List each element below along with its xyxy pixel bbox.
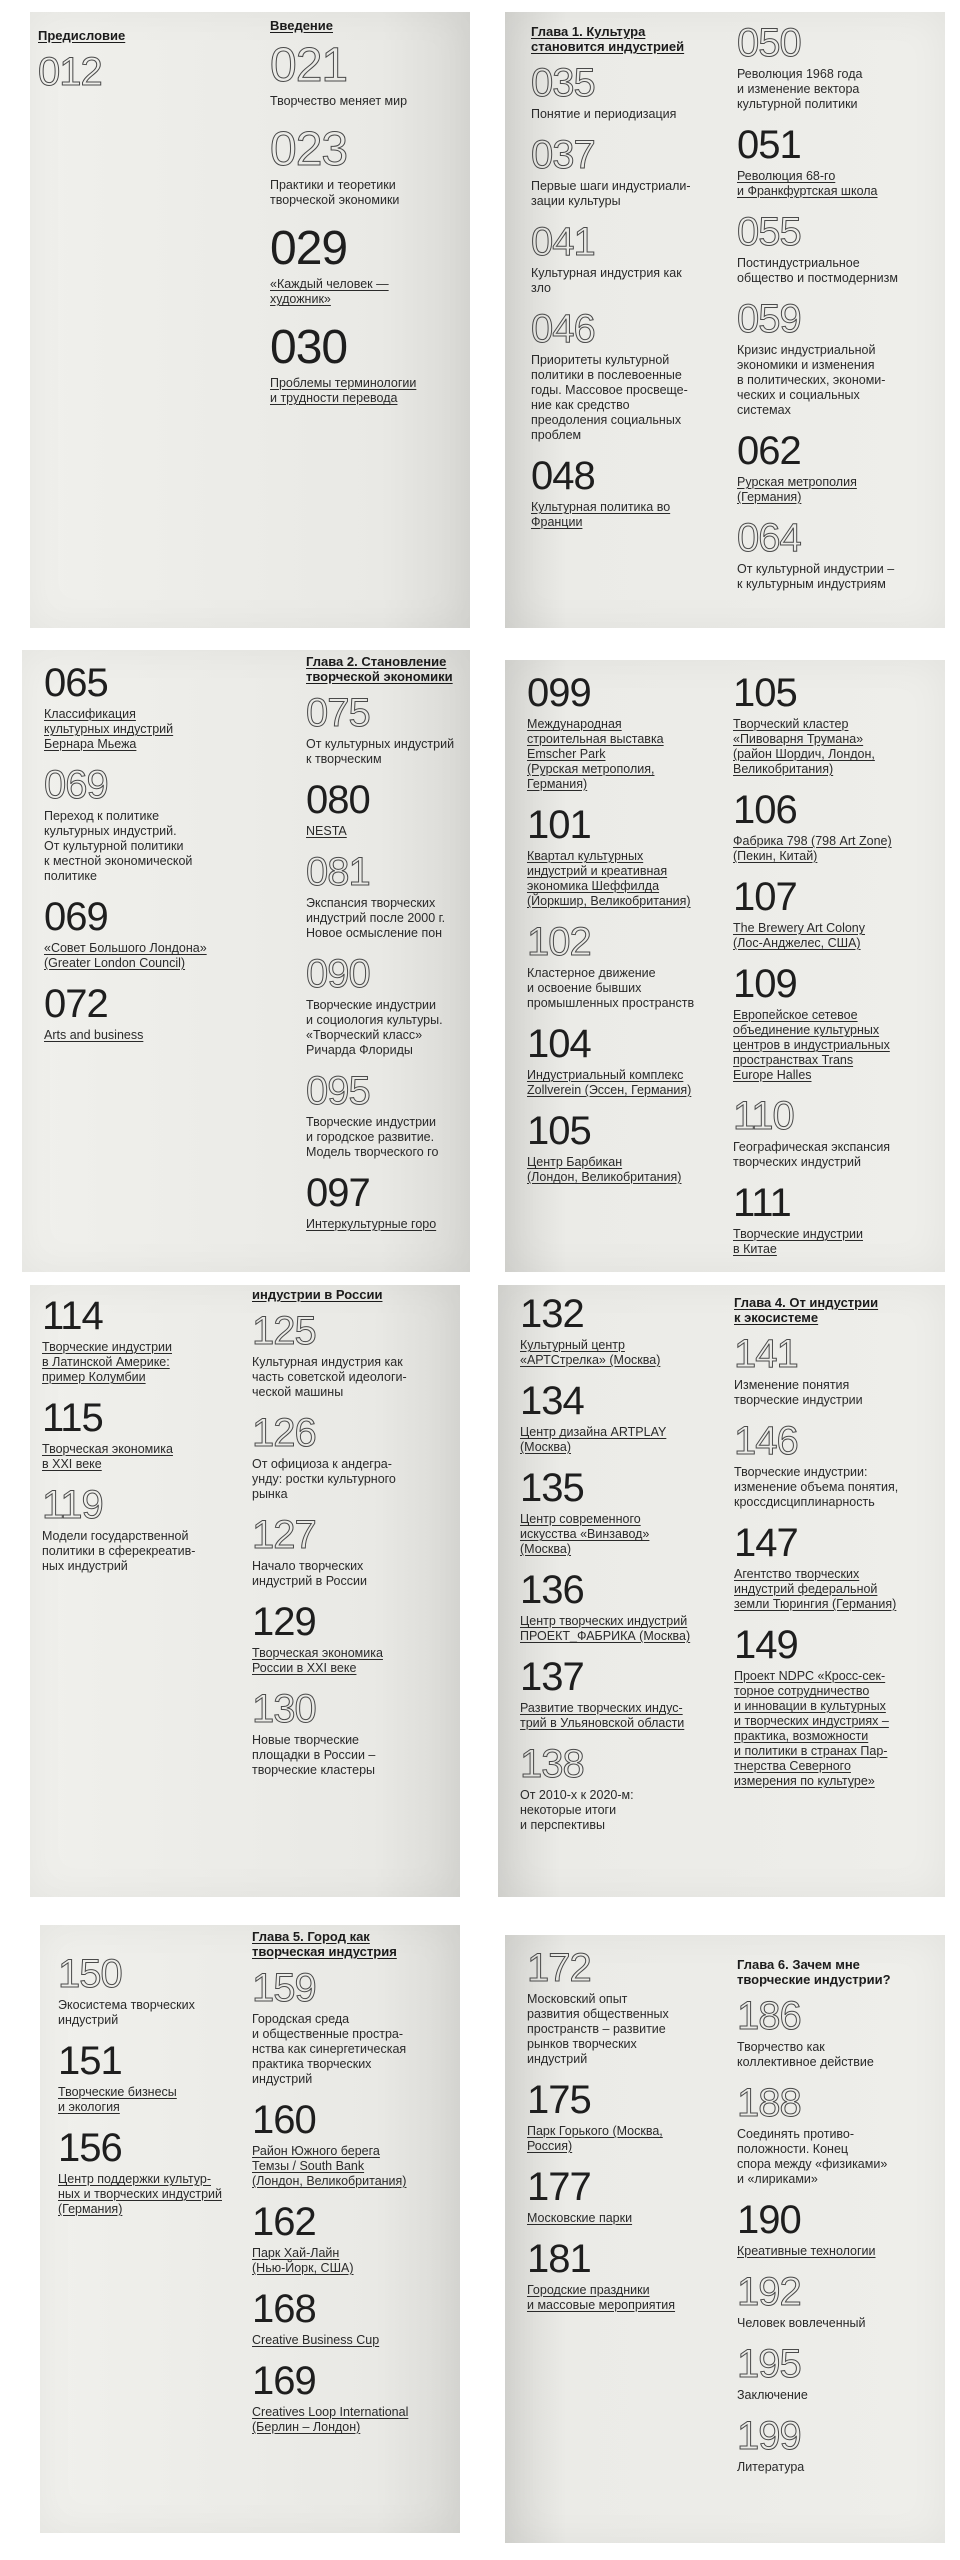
page-number: 126 <box>252 1411 316 1455</box>
entry-title: «Каждый человек — художник» <box>270 277 389 306</box>
toc-entry[interactable] <box>527 921 727 1011</box>
page-number: 172 <box>527 1946 591 1990</box>
page-number: 141 <box>734 1332 798 1376</box>
toc-entry[interactable] <box>527 1110 727 1185</box>
entry-title: Европейское сетевое объединение культурных центров в индустриальных пространствах Trans Europe Halles <box>733 1008 890 1082</box>
entry-title: Парк Горького (Москва, Россия) <box>527 2124 663 2153</box>
page-number: 186 <box>737 1994 801 2038</box>
entry-title: Творческий кластер «Пивоварня Трумана» (район Шордич, Лондон, Великобритания) <box>733 717 875 776</box>
toc-column <box>737 22 942 604</box>
toc-column <box>734 1295 944 1801</box>
chapter-heading: Введение <box>270 18 333 33</box>
page-number: 169 <box>252 2359 316 2403</box>
page-number: 107 <box>733 875 797 919</box>
page-number: 075 <box>306 691 370 735</box>
toc-entry[interactable] <box>44 764 254 884</box>
toc-entry[interactable] <box>520 1569 730 1644</box>
page-number: 168 <box>252 2287 316 2331</box>
page-number: 125 <box>252 1309 316 1353</box>
toc-entry[interactable] <box>527 2079 727 2154</box>
toc-entry[interactable] <box>270 323 470 406</box>
entry-title: Заключение <box>737 2388 808 2402</box>
entry-title: NESTA <box>306 824 347 838</box>
toc-entry[interactable] <box>737 124 942 199</box>
toc-entry[interactable] <box>737 2082 942 2187</box>
page-number: 065 <box>44 661 108 705</box>
page-number: 099 <box>527 671 591 715</box>
toc-column <box>42 1295 242 1586</box>
entry-title: Экосистема творческих индустрий <box>58 1998 195 2027</box>
entry-title: Международная строительная выставка Emscher Park (Рурская метрополия, Германия) <box>527 717 664 791</box>
toc-entry[interactable] <box>44 662 254 752</box>
page-number: 081 <box>306 850 370 894</box>
entry-title: Агентство творческих индустрий федеральной земли Тюрингия (Германия) <box>734 1567 897 1611</box>
entry-title: «Совет Большого Лондона» (Greater London Council) <box>44 941 207 970</box>
page-number: 105 <box>527 1109 591 1153</box>
entry-title: Городские праздники и массовые мероприятия <box>527 2283 676 2312</box>
entry-title: Творческие индустрии в Латинской Америке: пример Колумбии <box>42 1340 172 1384</box>
entry-title: Центр современного искусства «Винзавод» (Москва) <box>520 1512 650 1556</box>
entry-title: Экспансия творческих индустрий после 2000 г. Новое осмысление пон <box>306 896 446 940</box>
toc-column <box>270 18 470 418</box>
toc-entry[interactable] <box>42 1397 242 1472</box>
entry-title: Приоритеты культурной политики в послевоенные годы. Массовое просвеще- ние как средство преодоления социальных проблем <box>531 353 688 442</box>
page-number: 041 <box>531 220 595 264</box>
page-number: 177 <box>527 2165 591 2209</box>
toc-entry[interactable] <box>531 221 731 296</box>
page-number: 062 <box>737 429 801 473</box>
toc-entry[interactable] <box>520 1467 730 1557</box>
toc-entry[interactable] <box>734 1420 944 1510</box>
page-number: 069 <box>44 895 108 939</box>
page-panel-2 <box>505 12 945 628</box>
page-number: 105 <box>733 671 797 715</box>
page-number: 106 <box>733 788 797 832</box>
toc-entry[interactable] <box>527 2166 727 2226</box>
toc-entry[interactable] <box>733 963 943 1083</box>
chapter-heading: Глава 2. Становление творческой экономики <box>306 654 453 684</box>
page-panel-1 <box>30 12 470 628</box>
entry-title: Новые творческие площадки в России – творческие кластеры <box>252 1733 376 1777</box>
toc-entry[interactable] <box>306 779 470 839</box>
toc-entry[interactable] <box>737 1995 942 2070</box>
page-number: 064 <box>737 516 801 560</box>
toc-entry[interactable] <box>531 62 731 122</box>
toc-column <box>531 24 731 542</box>
page-number: 051 <box>737 123 801 167</box>
page-number: 192 <box>737 2270 801 2314</box>
page-number: 050 <box>737 21 801 65</box>
toc-entry[interactable] <box>734 1333 944 1408</box>
toc-entry[interactable] <box>531 134 731 209</box>
toc-entry[interactable] <box>306 692 470 767</box>
page-number: 055 <box>737 210 801 254</box>
entry-title: Интеркультурные горо <box>306 1217 437 1231</box>
entry-title: Индустриальный комплекс Zollverein (Эссен, Германия) <box>527 1068 692 1097</box>
page-number: 029 <box>270 222 348 275</box>
page-number: 162 <box>252 2200 316 2244</box>
entry-title: Культурная политика во Франции <box>531 500 671 529</box>
toc-entry[interactable] <box>42 1484 242 1574</box>
toc-entry[interactable] <box>252 1514 457 1589</box>
entry-title: Человек вовлеченный <box>737 2316 866 2330</box>
page-panel-5 <box>30 1285 460 1897</box>
toc-column <box>733 672 943 1269</box>
toc-entry[interactable] <box>58 1953 258 2028</box>
toc-entry[interactable] <box>252 1310 457 1400</box>
toc-column <box>520 1293 730 1845</box>
page-number: 134 <box>520 1379 584 1423</box>
chapter-heading: Глава 4. От индустрии к экосистеме <box>734 1295 879 1325</box>
entry-title: От 2010-х к 2020-м: некоторые итоги и перспективы <box>520 1788 634 1832</box>
page-number: 090 <box>306 952 370 996</box>
toc-entry[interactable] <box>520 1743 730 1833</box>
page-number: 135 <box>520 1466 584 1510</box>
chapter-heading: Глава 1. Культура становится индустрией <box>531 24 685 54</box>
toc-entry[interactable] <box>252 1412 457 1502</box>
page-number: 102 <box>527 920 591 964</box>
toc-entry[interactable] <box>252 1967 458 2087</box>
toc-entry[interactable] <box>737 298 942 418</box>
entry-title: Центр Барбикан (Лондон, Великобритания) <box>527 1155 682 1184</box>
page-number: 138 <box>520 1742 584 1786</box>
page-number: 048 <box>531 454 595 498</box>
page-number: 037 <box>531 133 595 177</box>
toc-column <box>527 1947 727 2325</box>
entry-title: Район Южного берега Темзы / South Bank (Лондон, Великобритания) <box>252 2144 407 2188</box>
entry-title: Кризис индустриальной экономики и изменения в политических, экономи- ческих и социальных системах <box>737 343 886 417</box>
toc-entry[interactable] <box>42 1295 242 1385</box>
entry-title: Творческие индустрии и городское развитие. Модель творческого го <box>306 1115 439 1159</box>
page-number: 109 <box>733 962 797 1006</box>
toc-entry[interactable] <box>252 1688 457 1778</box>
page-number: 030 <box>270 321 348 374</box>
entry-title: Развитие творческих индус- трий в Ульяновской области <box>520 1701 685 1730</box>
toc-entry[interactable] <box>520 1380 730 1455</box>
entry-title: Квартал культурных индустрий и креативная экономика Шеффилда (Йоркшир, Великобритания) <box>527 849 691 908</box>
toc-entry[interactable] <box>270 41 470 109</box>
entry-title: Центр творческих индустрий ПРОЕКТ_ФАБРИКА (Москва) <box>520 1614 691 1643</box>
page-number: 195 <box>737 2342 801 2386</box>
entry-title: Московский опыт развития общественных пространств – развитие рынков творческих индустрий <box>527 1992 669 2066</box>
page-panel-6 <box>498 1285 945 1897</box>
toc-entry[interactable] <box>531 455 731 530</box>
page-panel-4 <box>505 660 945 1272</box>
toc-column <box>737 1957 942 2487</box>
entry-title: Кластерное движение и освоение бывших промышленных пространств <box>527 966 695 1010</box>
toc-entry[interactable] <box>734 1522 944 1612</box>
page-number: 023 <box>270 123 348 176</box>
entry-title: Постиндустриальное общество и постмодернизм <box>737 256 898 285</box>
entry-title: Creative Business Cup <box>252 2333 380 2347</box>
toc-entry[interactable] <box>527 804 727 909</box>
page-number: 188 <box>737 2081 801 2125</box>
entry-title: Творческие индустрии и социология культуры. «Творческий класс» Ричарда Флориды <box>306 998 443 1057</box>
entry-title: Культурная индустрия как часть советской идеологи- ческой машины <box>252 1355 407 1399</box>
toc-entry[interactable] <box>306 953 470 1058</box>
toc-entry[interactable] <box>733 1182 943 1257</box>
page-number: 151 <box>58 2039 122 2083</box>
page-number: 111 <box>733 1181 791 1225</box>
entry-title: Культурный центр «АРТСтрелка» (Москва) <box>520 1338 661 1367</box>
page-panel-8 <box>505 1935 945 2543</box>
entry-title: Creatives Loop International (Берлин – Лондон) <box>252 2405 409 2434</box>
toc-column <box>252 1287 457 1790</box>
toc-entry[interactable] <box>733 789 943 864</box>
page-panel-7 <box>40 1925 460 2533</box>
entry-title: Творчество как коллективное действие <box>737 2040 874 2069</box>
chapter-heading: Предисловие <box>38 28 126 43</box>
toc-entry[interactable] <box>733 672 943 777</box>
page-number: 130 <box>252 1687 316 1731</box>
toc-entry[interactable] <box>733 876 943 951</box>
toc-entry[interactable] <box>737 517 942 592</box>
entry-title: Модели государственной политики в сферекреатив- ных индустрий <box>42 1529 196 1573</box>
entry-title: Революция 1968 года и изменение вектора культурной политики <box>737 67 863 111</box>
entry-title: Творческая экономика в XXI веке <box>42 1442 173 1471</box>
entry-title: Творческие индустрии в Китае <box>733 1227 863 1256</box>
page-number: 072 <box>44 982 108 1026</box>
page-number: 150 <box>58 1952 122 1996</box>
entry-title: Проект NDPC «Кросс-сек- торное сотрудничество и инновации в культурных и творческих индустриях – практика, возможности и политики в странах Пар- тнерства Северного измерения по культуре» <box>734 1669 889 1788</box>
toc-entry[interactable] <box>306 1172 470 1232</box>
entry-title: Культурная индустрия как зло <box>531 266 682 295</box>
page-number: 114 <box>42 1294 103 1338</box>
page-number: 137 <box>520 1655 584 1699</box>
toc-entry[interactable] <box>252 1601 457 1676</box>
entry-title: От официоза к андегра- унду: ростки культурного рынка <box>252 1457 396 1501</box>
page-number: 115 <box>42 1396 103 1440</box>
toc-entry[interactable] <box>252 2099 458 2189</box>
toc-entry[interactable] <box>733 1095 943 1170</box>
toc-entry[interactable] <box>270 224 470 307</box>
entry-title: Начало творческих индустрий в России <box>252 1559 367 1588</box>
toc-entry[interactable] <box>306 851 470 941</box>
page-number: 046 <box>531 307 595 351</box>
entry-title: Центр дизайна ARTPLAY (Москва) <box>520 1425 667 1454</box>
toc-column <box>252 1929 458 2447</box>
entry-title: Arts and business <box>44 1028 144 1042</box>
entry-title: От культурных индустрий к творческим <box>306 737 455 766</box>
entry-title: Изменение понятия творческие индустрии <box>734 1378 863 1407</box>
entry-title: Географическая экспансия творческих индустрий <box>733 1140 891 1169</box>
page-number: 095 <box>306 1069 370 1113</box>
chapter-heading: индустрии в России <box>252 1287 383 1302</box>
page-number: 175 <box>527 2078 591 2122</box>
toc-entry[interactable] <box>252 2288 458 2348</box>
entry-title: Рурская метрополия (Германия) <box>737 475 857 504</box>
entry-title: Московские парки <box>527 2211 633 2225</box>
page-number: 080 <box>306 778 370 822</box>
entry-title: Центр поддержки культур- ных и творческих индустрий (Германия) <box>58 2172 222 2216</box>
entry-title: Парк Хай-Лайн (Нью-Йорк, США) <box>252 2246 354 2275</box>
page-number: 146 <box>734 1419 798 1463</box>
entry-title: Революция 68-го и Франкфуртская школа <box>737 169 878 198</box>
toc-entry[interactable] <box>737 2415 942 2475</box>
toc-column <box>306 654 470 1244</box>
chapter-heading: Глава 6. Зачем мне творческие индустрии? <box>737 1957 891 1987</box>
entry-title: Соединять противо- положности. Конец спора между «физиками» и «лириками» <box>737 2127 888 2186</box>
toc-entry[interactable] <box>737 2271 942 2331</box>
toc-entry[interactable] <box>737 2199 942 2259</box>
toc-entry[interactable] <box>252 2360 458 2435</box>
toc-entry[interactable] <box>38 51 238 93</box>
toc-column <box>527 672 727 1197</box>
page-number: 149 <box>734 1623 798 1667</box>
entry-title: Творческие индустрии: изменение объема понятия, кроссдисциплинарность <box>734 1465 899 1509</box>
toc-entry[interactable] <box>737 2343 942 2403</box>
page-number: 069 <box>44 763 108 807</box>
toc-entry[interactable] <box>270 125 470 208</box>
page-number: 104 <box>527 1022 591 1066</box>
toc-entry[interactable] <box>58 2127 258 2217</box>
toc-column <box>44 662 254 1055</box>
toc-entry[interactable] <box>306 1070 470 1160</box>
entry-title: Фабрика 798 (798 Art Zone) (Пекин, Китай) <box>733 834 892 863</box>
entry-title: Городская среда и общественные простра- нства как синергетическая практика творческих индустрий <box>252 2012 407 2086</box>
entry-title: Проблемы терминологии и трудности перевода <box>270 376 417 405</box>
entry-title: Творческие бизнесы и экология <box>58 2085 177 2114</box>
entry-title: Творчество меняет мир <box>270 94 408 108</box>
toc-column <box>58 1953 258 2229</box>
page-number: 110 <box>733 1094 794 1138</box>
page-number: 136 <box>520 1568 584 1612</box>
toc-entry[interactable] <box>527 2238 727 2313</box>
entry-title: Классификация культурных индустрий Бернара Мьежа <box>44 707 174 751</box>
chapter-heading: Глава 5. Город как творческая индустрия <box>252 1929 397 1959</box>
page-number: 012 <box>38 50 102 94</box>
toc-entry[interactable] <box>520 1656 730 1731</box>
page-number: 101 <box>527 803 591 847</box>
entry-title: Понятие и периодизация <box>531 107 677 121</box>
toc-entry[interactable] <box>527 1947 727 2067</box>
entry-title: Литература <box>737 2460 805 2474</box>
page-number: 199 <box>737 2414 801 2458</box>
entry-title: От культурной индустрии – к культурным индустриям <box>737 562 895 591</box>
page-number: 190 <box>737 2198 801 2242</box>
toc-entry[interactable] <box>737 430 942 505</box>
page-panel-3 <box>22 650 470 1272</box>
entry-title: Первые шаги индустриали- зации культуры <box>531 179 691 208</box>
toc-entry[interactable] <box>527 672 727 792</box>
toc-entry[interactable] <box>44 896 254 971</box>
toc-entry[interactable] <box>531 308 731 443</box>
page-number: 035 <box>531 61 595 105</box>
page-number: 159 <box>252 1966 316 2010</box>
toc-column <box>38 28 238 105</box>
page-number: 021 <box>270 39 348 92</box>
entry-title: Креативные технологии <box>737 2244 876 2258</box>
page-number: 160 <box>252 2098 316 2142</box>
page-number: 132 <box>520 1292 584 1336</box>
entry-title: Творческая экономика России в XXI веке <box>252 1646 383 1675</box>
page-number: 156 <box>58 2126 122 2170</box>
entry-title: The Brewery Art Colony (Лос-Анджелес, США) <box>733 921 865 950</box>
toc-entry[interactable] <box>58 2040 258 2115</box>
toc-entry[interactable] <box>737 211 942 286</box>
page-number: 127 <box>252 1513 316 1557</box>
page-number: 147 <box>734 1521 798 1565</box>
page-number: 119 <box>42 1483 103 1527</box>
page-number: 059 <box>737 297 801 341</box>
toc-entry[interactable] <box>527 1023 727 1098</box>
toc-entry[interactable] <box>734 1624 944 1789</box>
page-number: 097 <box>306 1171 370 1215</box>
toc-entry[interactable] <box>252 2201 458 2276</box>
toc-entry[interactable] <box>737 22 942 112</box>
entry-title: Переход к политике культурных индустрий. От культурной политики к местной экономической политике <box>44 809 193 883</box>
toc-entry[interactable] <box>520 1293 730 1368</box>
page-number: 129 <box>252 1600 316 1644</box>
toc-entry[interactable] <box>44 983 254 1043</box>
page-number: 181 <box>527 2237 591 2281</box>
entry-title: Практики и теоретики творческой экономики <box>270 178 400 207</box>
